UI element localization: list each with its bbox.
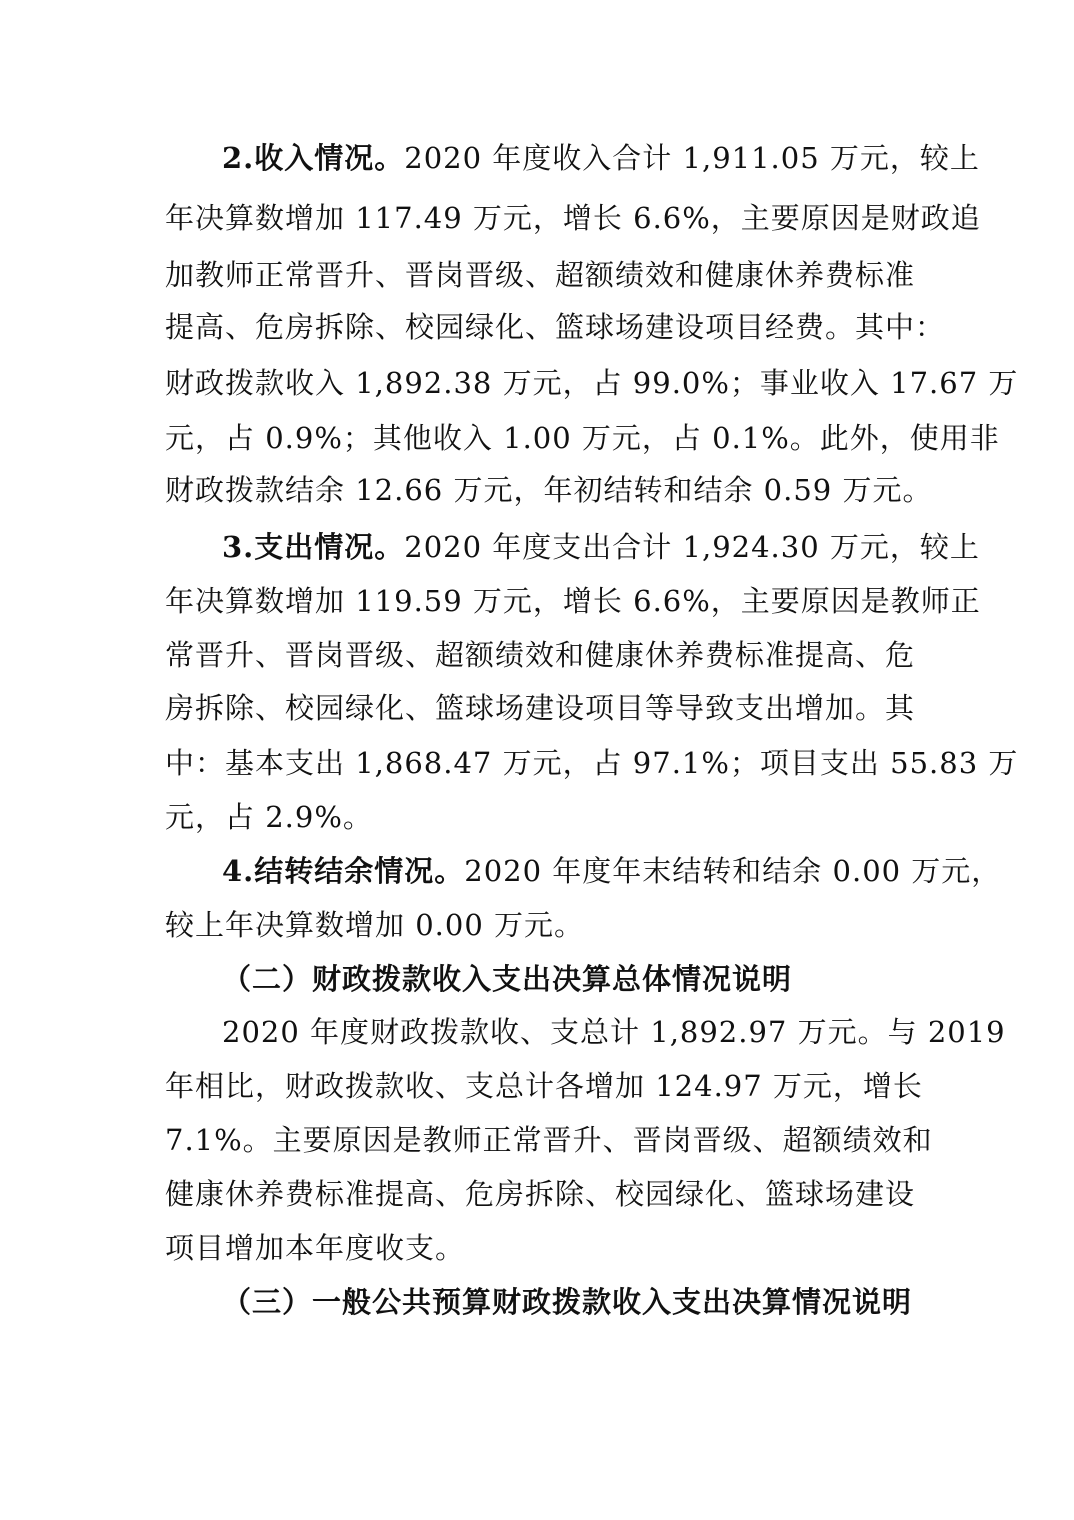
expenditure-line: 年决算数增加 119.59 万元，增长 6.6%，主要原因是教师正 <box>165 584 981 618</box>
carryover-lead: 4.结转结余情况。 <box>222 854 465 888</box>
expenditure-line: 中：基本支出 1,868.47 万元，占 97.1%；项目支出 55.83 万 <box>165 746 1019 780</box>
section2-line: 2020 年度财政拨款收、支总计 1,892.97 万元。与 2019 <box>222 1015 1006 1049</box>
carryover-text: 2020 年度年末结转和结余 0.00 万元， <box>464 854 1002 888</box>
expenditure-line: 元，占 2.9%。 <box>165 800 373 834</box>
section2-line: 健康休养费标准提高、危房拆除、校园绿化、篮球场建设 <box>165 1177 916 1211</box>
expenditure-line: 常晋升、晋岗晋级、超额绩效和健康休养费标准提高、危 <box>165 638 916 672</box>
expenditure-text: 2020 年度支出合计 1,924.30 万元，较上 <box>404 530 980 564</box>
income-line: 财政拨款结余 12.66 万元，年初结转和结余 0.59 万元。 <box>165 473 933 507</box>
income-line: 元，占 0.9%；其他收入 1.00 万元，占 0.1%。此外，使用非 <box>165 421 1000 455</box>
income-line: 提高、危房拆除、校园绿化、篮球场建设项目经费。其中： <box>165 310 946 344</box>
section-heading: （三）一般公共预算财政拨款收入支出决算情况说明 <box>222 1285 913 1319</box>
section2-line: 年相比，财政拨款收、支总计各增加 124.97 万元，增长 <box>165 1069 923 1103</box>
income-text: 2020 年度收入合计 1,911.05 万元，较上 <box>404 141 980 175</box>
section2-line: 项目增加本年度收支。 <box>165 1231 466 1265</box>
section2-line: 7.1%。主要原因是教师正常晋升、晋岗晋级、超额绩效和 <box>165 1123 933 1157</box>
income-line: 财政拨款收入 1,892.38 万元，占 99.0%；事业收入 17.67 万 <box>165 366 1019 400</box>
expenditure-lead: 3.支出情况。 <box>222 530 405 564</box>
income-line: 年决算数增加 117.49 万元，增长 6.6%，主要原因是财政追 <box>165 201 981 235</box>
carryover-paragraph-line-1 <box>222 851 1002 891</box>
section-heading: （二）财政拨款收入支出决算总体情况说明 <box>222 962 793 996</box>
expenditure-line: 房拆除、校园绿化、篮球场建设项目等导致支出增加。其 <box>165 691 916 725</box>
carryover-line: 较上年决算数增加 0.00 万元。 <box>165 908 585 942</box>
expenditure-paragraph-line-1 <box>222 527 980 567</box>
income-line: 加教师正常晋升、晋岗晋级、超额绩效和健康休养费标准 <box>165 258 916 292</box>
income-paragraph-line-1 <box>222 138 980 178</box>
income-lead: 2.收入情况。 <box>222 141 405 175</box>
